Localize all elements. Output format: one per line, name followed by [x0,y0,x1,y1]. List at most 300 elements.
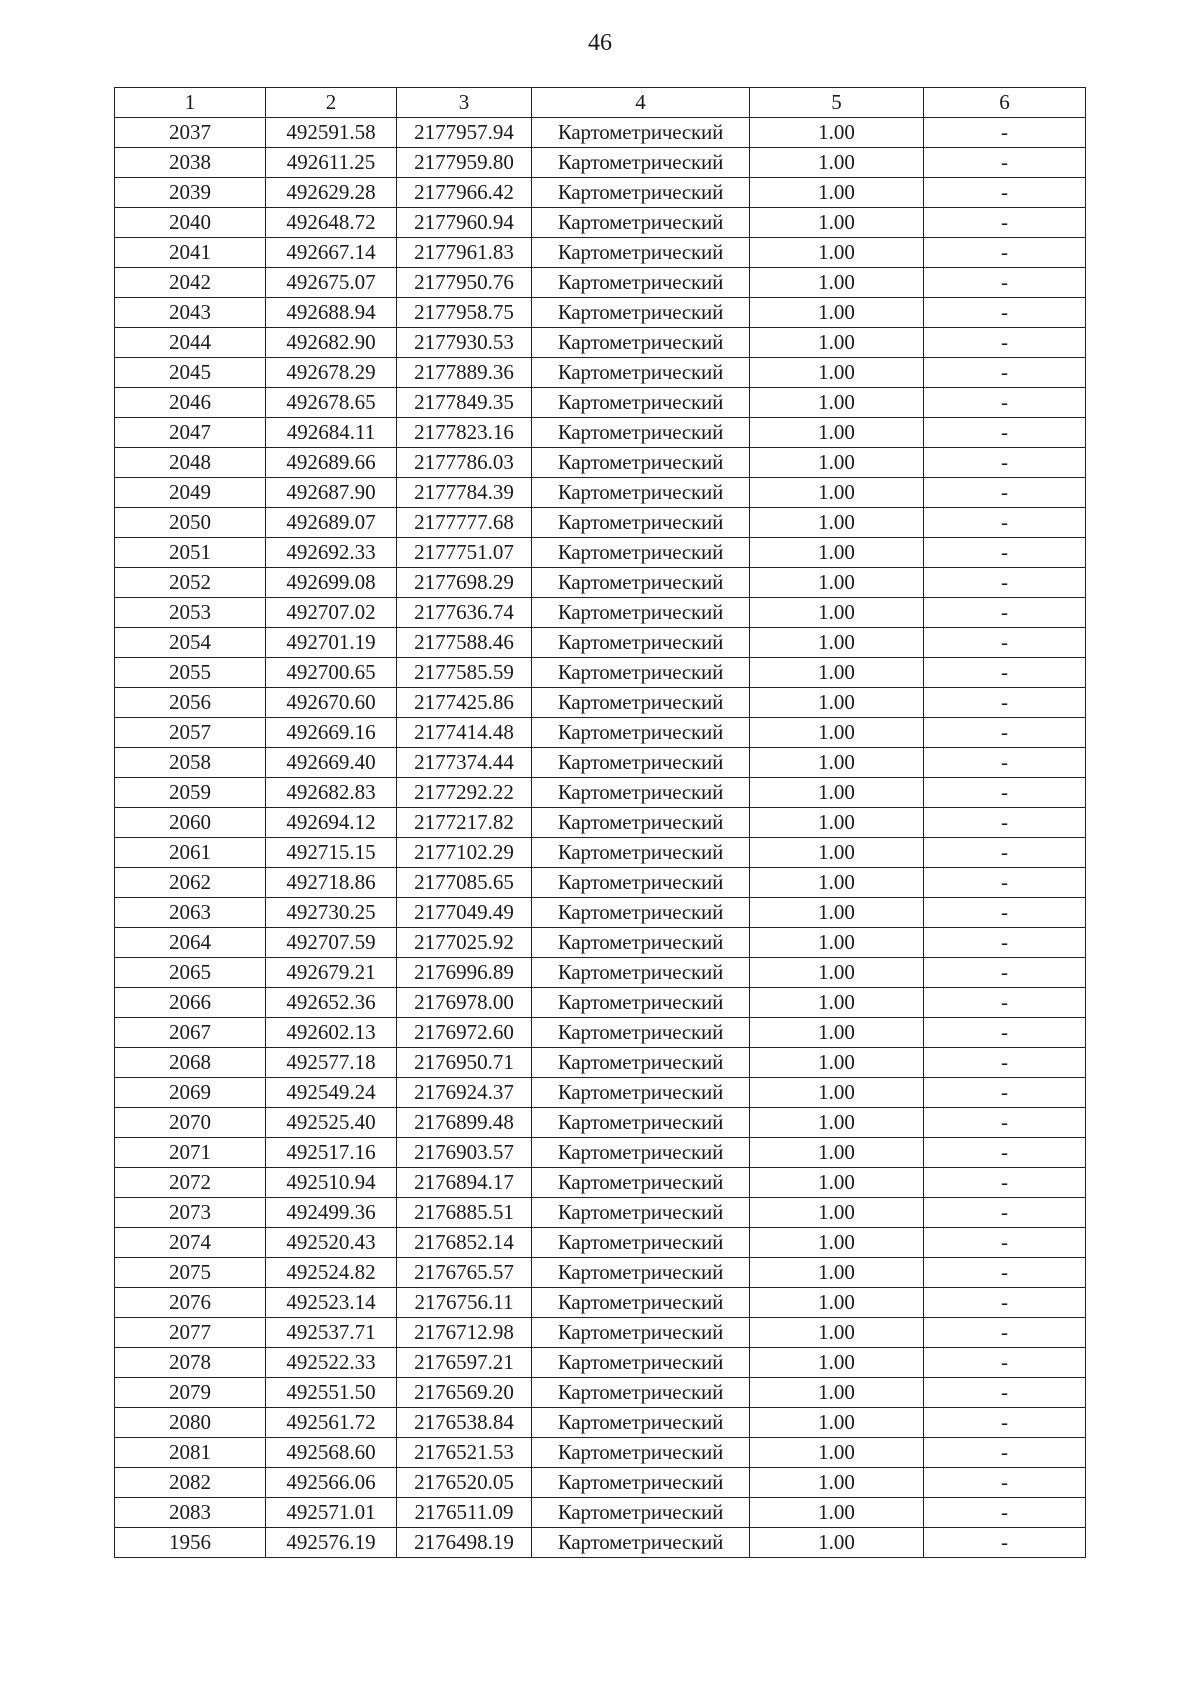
point-number-cell: 2065 [115,958,266,988]
x-coordinate-cell: 492602.13 [266,1018,397,1048]
accuracy-cell: 1.00 [750,838,924,868]
x-coordinate-cell: 492692.33 [266,538,397,568]
accuracy-cell: 1.00 [750,1288,924,1318]
table-row [115,748,1086,778]
note-cell: - [924,238,1086,268]
y-coordinate-cell: 2176538.84 [397,1408,532,1438]
table-row [115,598,1086,628]
note-cell: - [924,1018,1086,1048]
y-coordinate-cell: 2177636.74 [397,598,532,628]
x-coordinate-cell: 492571.01 [266,1498,397,1528]
y-coordinate-cell: 2177959.80 [397,148,532,178]
note-cell: - [924,208,1086,238]
table-row [115,628,1086,658]
point-number-cell: 2064 [115,928,266,958]
x-coordinate-cell: 492517.16 [266,1138,397,1168]
table-row [115,328,1086,358]
note-cell: - [924,1138,1086,1168]
point-number-cell: 2081 [115,1438,266,1468]
y-coordinate-cell: 2177585.59 [397,658,532,688]
accuracy-cell: 1.00 [750,148,924,178]
page-number: 46 [588,30,612,56]
y-coordinate-cell: 2177292.22 [397,778,532,808]
table-row [115,898,1086,928]
accuracy-cell: 1.00 [750,898,924,928]
method-cell: Картометрический [532,208,750,238]
x-coordinate-cell: 492707.02 [266,598,397,628]
method-cell: Картометрический [532,1258,750,1288]
table-row [115,538,1086,568]
note-cell: - [924,1438,1086,1468]
accuracy-cell: 1.00 [750,448,924,478]
method-cell: Картометрический [532,1138,750,1168]
method-cell: Картометрический [532,718,750,748]
x-coordinate-cell: 492520.43 [266,1228,397,1258]
accuracy-cell: 1.00 [750,538,924,568]
point-number-cell: 2062 [115,868,266,898]
header-row [115,88,1086,118]
table-row [115,1048,1086,1078]
accuracy-cell: 1.00 [750,1318,924,1348]
table-body [115,118,1086,1558]
point-number-cell: 2079 [115,1378,266,1408]
y-coordinate-cell: 2177784.39 [397,478,532,508]
table-row [115,1198,1086,1228]
table-row [115,1498,1086,1528]
accuracy-cell: 1.00 [750,298,924,328]
column-header-5: 5 [750,88,924,118]
column-header-6: 6 [924,88,1086,118]
note-cell: - [924,628,1086,658]
note-cell: - [924,178,1086,208]
x-coordinate-cell: 492678.65 [266,388,397,418]
x-coordinate-cell: 492687.90 [266,478,397,508]
note-cell: - [924,568,1086,598]
note-cell: - [924,118,1086,148]
note-cell: - [924,388,1086,418]
accuracy-cell: 1.00 [750,988,924,1018]
method-cell: Картометрический [532,1438,750,1468]
note-cell: - [924,598,1086,628]
point-number-cell: 2066 [115,988,266,1018]
accuracy-cell: 1.00 [750,1048,924,1078]
x-coordinate-cell: 492694.12 [266,808,397,838]
table-row [115,148,1086,178]
method-cell: Картометрический [532,478,750,508]
point-number-cell: 2037 [115,118,266,148]
y-coordinate-cell: 2177786.03 [397,448,532,478]
point-number-cell: 2061 [115,838,266,868]
point-number-cell: 2053 [115,598,266,628]
accuracy-cell: 1.00 [750,508,924,538]
x-coordinate-cell: 492678.29 [266,358,397,388]
point-number-cell: 2073 [115,1198,266,1228]
note-cell: - [924,508,1086,538]
y-coordinate-cell: 2176885.51 [397,1198,532,1228]
y-coordinate-cell: 2177930.53 [397,328,532,358]
table-row [115,1228,1086,1258]
table-row [115,1288,1086,1318]
note-cell: - [924,1108,1086,1138]
table-row [115,1468,1086,1498]
x-coordinate-cell: 492701.19 [266,628,397,658]
method-cell: Картометрический [532,1018,750,1048]
point-number-cell: 2049 [115,478,266,508]
accuracy-cell: 1.00 [750,118,924,148]
y-coordinate-cell: 2177960.94 [397,208,532,238]
method-cell: Картометрический [532,1048,750,1078]
note-cell: - [924,1408,1086,1438]
point-number-cell: 2070 [115,1108,266,1138]
method-cell: Картометрический [532,328,750,358]
x-coordinate-cell: 492669.40 [266,748,397,778]
method-cell: Картометрический [532,1408,750,1438]
note-cell: - [924,148,1086,178]
y-coordinate-cell: 2176924.37 [397,1078,532,1108]
method-cell: Картометрический [532,748,750,778]
x-coordinate-cell: 492549.24 [266,1078,397,1108]
method-cell: Картометрический [532,568,750,598]
x-coordinate-cell: 492688.94 [266,298,397,328]
point-number-cell: 2047 [115,418,266,448]
method-cell: Картометрический [532,1528,750,1558]
accuracy-cell: 1.00 [750,568,924,598]
y-coordinate-cell: 2177823.16 [397,418,532,448]
y-coordinate-cell: 2176972.60 [397,1018,532,1048]
x-coordinate-cell: 492525.40 [266,1108,397,1138]
table-row [115,1078,1086,1108]
x-coordinate-cell: 492568.60 [266,1438,397,1468]
y-coordinate-cell: 2176756.11 [397,1288,532,1318]
coordinates-table [114,87,1086,1558]
table-row [115,568,1086,598]
y-coordinate-cell: 2176996.89 [397,958,532,988]
x-coordinate-cell: 492652.36 [266,988,397,1018]
accuracy-cell: 1.00 [750,778,924,808]
note-cell: - [924,1258,1086,1288]
y-coordinate-cell: 2176520.05 [397,1468,532,1498]
accuracy-cell: 1.00 [750,628,924,658]
x-coordinate-cell: 492629.28 [266,178,397,208]
table-row [115,358,1086,388]
point-number-cell: 2067 [115,1018,266,1048]
accuracy-cell: 1.00 [750,868,924,898]
x-coordinate-cell: 492675.07 [266,268,397,298]
accuracy-cell: 1.00 [750,688,924,718]
y-coordinate-cell: 2177889.36 [397,358,532,388]
method-cell: Картометрический [532,658,750,688]
note-cell: - [924,478,1086,508]
note-cell: - [924,448,1086,478]
table-header [115,88,1086,118]
note-cell: - [924,1498,1086,1528]
point-number-cell: 2069 [115,1078,266,1108]
note-cell: - [924,658,1086,688]
accuracy-cell: 1.00 [750,748,924,778]
point-number-cell: 2055 [115,658,266,688]
y-coordinate-cell: 2177425.86 [397,688,532,718]
note-cell: - [924,928,1086,958]
point-number-cell: 2075 [115,1258,266,1288]
y-coordinate-cell: 2177751.07 [397,538,532,568]
point-number-cell: 2058 [115,748,266,778]
accuracy-cell: 1.00 [750,388,924,418]
note-cell: - [924,718,1086,748]
y-coordinate-cell: 2177958.75 [397,298,532,328]
point-number-cell: 2071 [115,1138,266,1168]
note-cell: - [924,988,1086,1018]
y-coordinate-cell: 2176899.48 [397,1108,532,1138]
note-cell: - [924,1378,1086,1408]
method-cell: Картометрический [532,268,750,298]
accuracy-cell: 1.00 [750,1228,924,1258]
point-number-cell: 2044 [115,328,266,358]
point-number-cell: 2059 [115,778,266,808]
note-cell: - [924,358,1086,388]
x-coordinate-cell: 492682.90 [266,328,397,358]
table-row [115,1378,1086,1408]
x-coordinate-cell: 492684.11 [266,418,397,448]
method-cell: Картометрический [532,808,750,838]
note-cell: - [924,328,1086,358]
x-coordinate-cell: 492499.36 [266,1198,397,1228]
method-cell: Картометрический [532,1318,750,1348]
point-number-cell: 2039 [115,178,266,208]
method-cell: Картометрический [532,598,750,628]
x-coordinate-cell: 492561.72 [266,1408,397,1438]
accuracy-cell: 1.00 [750,808,924,838]
point-number-cell: 1956 [115,1528,266,1558]
x-coordinate-cell: 492667.14 [266,238,397,268]
method-cell: Картометрический [532,1498,750,1528]
table-row [115,298,1086,328]
method-cell: Картометрический [532,1288,750,1318]
table-row [115,1438,1086,1468]
point-number-cell: 2052 [115,568,266,598]
note-cell: - [924,1168,1086,1198]
column-header-1: 1 [115,88,266,118]
x-coordinate-cell: 492591.58 [266,118,397,148]
note-cell: - [924,418,1086,448]
table-row [115,1348,1086,1378]
accuracy-cell: 1.00 [750,1258,924,1288]
table-row [115,1018,1086,1048]
x-coordinate-cell: 492718.86 [266,868,397,898]
method-cell: Картометрический [532,1078,750,1108]
point-number-cell: 2083 [115,1498,266,1528]
note-cell: - [924,1078,1086,1108]
method-cell: Картометрический [532,898,750,928]
x-coordinate-cell: 492576.19 [266,1528,397,1558]
point-number-cell: 2072 [115,1168,266,1198]
accuracy-cell: 1.00 [750,268,924,298]
method-cell: Картометрический [532,838,750,868]
y-coordinate-cell: 2176765.57 [397,1258,532,1288]
method-cell: Картометрический [532,388,750,418]
accuracy-cell: 1.00 [750,658,924,688]
note-cell: - [924,778,1086,808]
column-header-3: 3 [397,88,532,118]
point-number-cell: 2048 [115,448,266,478]
table-row [115,688,1086,718]
x-coordinate-cell: 492669.16 [266,718,397,748]
note-cell: - [924,868,1086,898]
accuracy-cell: 1.00 [750,928,924,958]
accuracy-cell: 1.00 [750,1438,924,1468]
table-row [115,1258,1086,1288]
note-cell: - [924,748,1086,778]
accuracy-cell: 1.00 [750,1168,924,1198]
point-number-cell: 2051 [115,538,266,568]
table-row [115,1318,1086,1348]
note-cell: - [924,538,1086,568]
y-coordinate-cell: 2176978.00 [397,988,532,1018]
table-row [115,418,1086,448]
point-number-cell: 2043 [115,298,266,328]
x-coordinate-cell: 492611.25 [266,148,397,178]
note-cell: - [924,298,1086,328]
accuracy-cell: 1.00 [750,418,924,448]
accuracy-cell: 1.00 [750,1498,924,1528]
point-number-cell: 2040 [115,208,266,238]
method-cell: Картометрический [532,148,750,178]
table-row [115,178,1086,208]
x-coordinate-cell: 492699.08 [266,568,397,598]
x-coordinate-cell: 492689.66 [266,448,397,478]
method-cell: Картометрический [532,178,750,208]
method-cell: Картометрический [532,628,750,658]
accuracy-cell: 1.00 [750,718,924,748]
note-cell: - [924,1468,1086,1498]
accuracy-cell: 1.00 [750,208,924,238]
method-cell: Картометрический [532,1348,750,1378]
table-row [115,118,1086,148]
note-cell: - [924,688,1086,718]
point-number-cell: 2046 [115,388,266,418]
note-cell: - [924,1288,1086,1318]
table-row [115,1138,1086,1168]
table-row [115,988,1086,1018]
column-header-4: 4 [532,88,750,118]
y-coordinate-cell: 2176894.17 [397,1168,532,1198]
note-cell: - [924,838,1086,868]
note-cell: - [924,808,1086,838]
x-coordinate-cell: 492566.06 [266,1468,397,1498]
method-cell: Картометрический [532,1198,750,1228]
y-coordinate-cell: 2177966.42 [397,178,532,208]
method-cell: Картометрический [532,928,750,958]
accuracy-cell: 1.00 [750,1468,924,1498]
x-coordinate-cell: 492670.60 [266,688,397,718]
x-coordinate-cell: 492522.33 [266,1348,397,1378]
point-number-cell: 2063 [115,898,266,928]
accuracy-cell: 1.00 [750,358,924,388]
table-row [115,868,1086,898]
method-cell: Картометрический [532,778,750,808]
point-number-cell: 2056 [115,688,266,718]
accuracy-cell: 1.00 [750,1018,924,1048]
table-row [115,778,1086,808]
accuracy-cell: 1.00 [750,1108,924,1138]
table-row [115,1408,1086,1438]
point-number-cell: 2068 [115,1048,266,1078]
method-cell: Картометрический [532,298,750,328]
accuracy-cell: 1.00 [750,1078,924,1108]
x-coordinate-cell: 492715.15 [266,838,397,868]
y-coordinate-cell: 2177414.48 [397,718,532,748]
x-coordinate-cell: 492689.07 [266,508,397,538]
accuracy-cell: 1.00 [750,1408,924,1438]
x-coordinate-cell: 492707.59 [266,928,397,958]
x-coordinate-cell: 492577.18 [266,1048,397,1078]
y-coordinate-cell: 2176903.57 [397,1138,532,1168]
note-cell: - [924,268,1086,298]
y-coordinate-cell: 2176597.21 [397,1348,532,1378]
point-number-cell: 2078 [115,1348,266,1378]
y-coordinate-cell: 2176569.20 [397,1378,532,1408]
method-cell: Картометрический [532,238,750,268]
y-coordinate-cell: 2177217.82 [397,808,532,838]
table-row [115,508,1086,538]
method-cell: Картометрический [532,688,750,718]
y-coordinate-cell: 2176950.71 [397,1048,532,1078]
accuracy-cell: 1.00 [750,1528,924,1558]
note-cell: - [924,1198,1086,1228]
x-coordinate-cell: 492551.50 [266,1378,397,1408]
method-cell: Картометрический [532,1228,750,1258]
accuracy-cell: 1.00 [750,598,924,628]
note-cell: - [924,1228,1086,1258]
y-coordinate-cell: 2176712.98 [397,1318,532,1348]
point-number-cell: 2054 [115,628,266,658]
x-coordinate-cell: 492682.83 [266,778,397,808]
point-number-cell: 2077 [115,1318,266,1348]
x-coordinate-cell: 492537.71 [266,1318,397,1348]
note-cell: - [924,898,1086,928]
method-cell: Картометрический [532,1168,750,1198]
table-row [115,718,1086,748]
table-row [115,1168,1086,1198]
point-number-cell: 2076 [115,1288,266,1318]
accuracy-cell: 1.00 [750,478,924,508]
y-coordinate-cell: 2176498.19 [397,1528,532,1558]
table-row [115,658,1086,688]
y-coordinate-cell: 2176521.53 [397,1438,532,1468]
y-coordinate-cell: 2177102.29 [397,838,532,868]
accuracy-cell: 1.00 [750,178,924,208]
x-coordinate-cell: 492679.21 [266,958,397,988]
method-cell: Картометрический [532,448,750,478]
method-cell: Картометрический [532,508,750,538]
method-cell: Картометрический [532,988,750,1018]
y-coordinate-cell: 2177777.68 [397,508,532,538]
x-coordinate-cell: 492523.14 [266,1288,397,1318]
y-coordinate-cell: 2177849.35 [397,388,532,418]
x-coordinate-cell: 492730.25 [266,898,397,928]
y-coordinate-cell: 2177961.83 [397,238,532,268]
accuracy-cell: 1.00 [750,328,924,358]
table-row [115,838,1086,868]
y-coordinate-cell: 2176852.14 [397,1228,532,1258]
point-number-cell: 2057 [115,718,266,748]
method-cell: Картометрический [532,1378,750,1408]
accuracy-cell: 1.00 [750,1348,924,1378]
point-number-cell: 2050 [115,508,266,538]
note-cell: - [924,958,1086,988]
accuracy-cell: 1.00 [750,958,924,988]
table-row [115,478,1086,508]
table-row [115,1108,1086,1138]
